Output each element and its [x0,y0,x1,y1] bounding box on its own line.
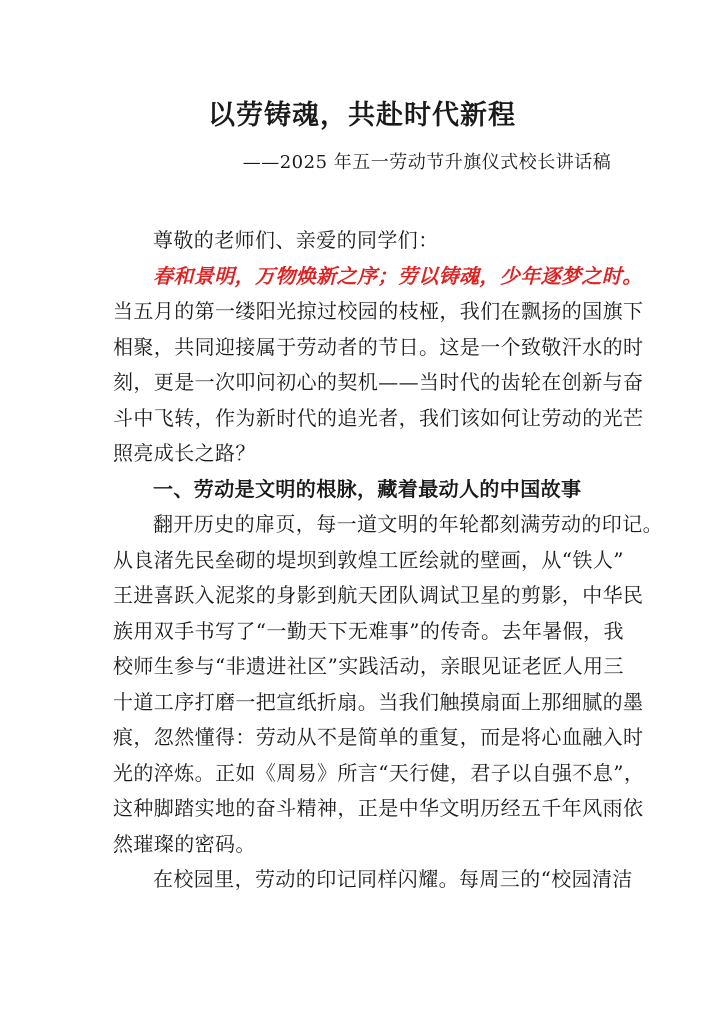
paragraph-line: 当五月的第一缕阳光掠过校园的枝桠，我们在飘扬的国旗下 [113,299,644,323]
paragraph-line: 照亮成长之路？ [113,441,256,465]
document-subtitle: ——2025 年五一劳动节升旗仪式校长讲话稿 [242,152,612,173]
paragraph-line: 校师生参与“非遗进社区”实践活动，亲眼见证老匠人用三 [113,654,624,678]
paragraph-line: 在校园里，劳动的印记同样闪耀。每周三的“校园清洁 [153,867,633,891]
paragraph-line: 族用双手书写了“一勤天下无难事”的传奇。去年暑假，我 [113,618,624,643]
greeting: 尊敬的老师们、亲爱的同学们： [153,228,439,252]
paragraph-line: 从良渚先民垒砌的堤坝到敦煌工匠绘就的壁画，从“铁人” [113,547,624,572]
paragraph-line: 十道工序打磨一把宣纸折扇。当我们触摸扇面上那细腻的墨 [113,689,644,714]
paragraph-line: 斗中飞转，作为新时代的追光者，我们该如何让劳动的光芒 [113,405,644,430]
paragraph-line: 相聚，共同迎接属于劳动者的节日。这是一个致敬汗水的时 [113,334,644,359]
highlight-sentence: 春和景明，万物焕新之序；劳以铸魂，少年逐梦之时。 [153,263,643,288]
paragraph-line: 光的淬炼。正如《周易》所言“天行健，君子以自强不息”， [113,760,645,785]
paragraph-line: 翻开历史的扉页，每一道文明的年轮都刻满劳动的印记。 [153,512,663,536]
paragraph-line: 然璀璨的密码。 [113,831,256,856]
document-body [113,223,663,898]
document-title: 以劳铸魂，共赴时代新程 [208,100,516,131]
paragraph-line: 王进喜跃入泥浆的身影到航天团队调试卫星的剪影，中华民 [113,583,644,607]
paragraph-line: 痕，忽然懂得：劳动从不是简单的重复，而是将心血融入时 [113,725,644,749]
paragraph-line: 刻，更是一次叩问初心的契机——当时代的齿轮在创新与奋 [113,370,644,394]
section-heading: 一、劳动是文明的根脉，藏着最动人的中国故事 [153,476,582,501]
paragraph-line: 这种脚踏实地的奋斗精神，正是中华文明历经五千年风雨依 [113,796,644,820]
